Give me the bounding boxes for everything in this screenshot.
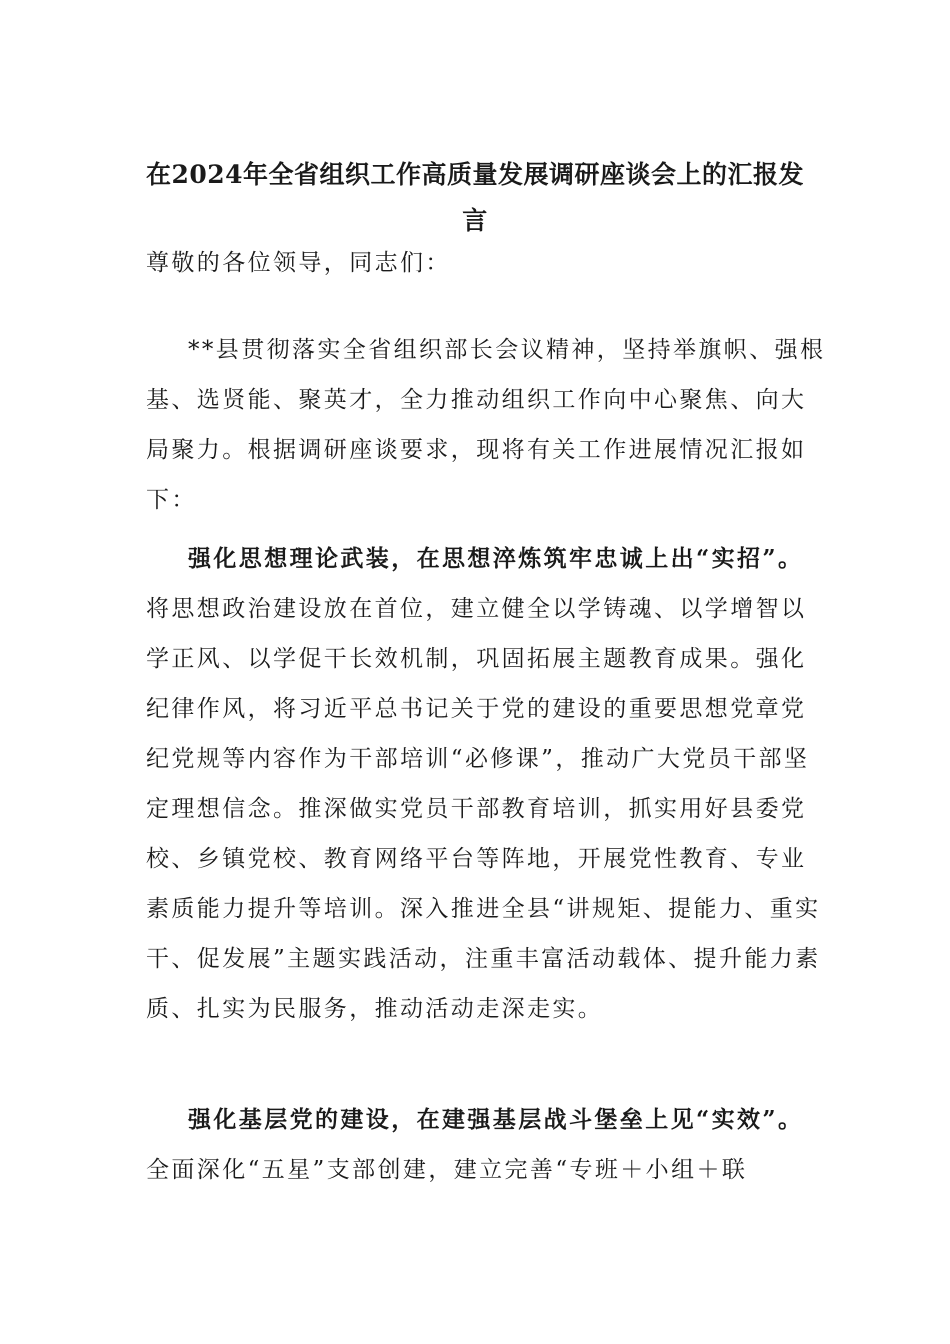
section-heading-1: 强化思想理论武装，在思想淬炼筑牢忠诚上出“实招”。 [188,545,804,572]
salutation: 尊敬的各位领导，同志们： [146,250,451,276]
section-body-1: 将思想政治建设放在首位，建立健全以学铸魂、以学增智以学正风、以学促干长效机制，巩固拓展主题教育成果。强化纪律作风，将习近平总书记关于党的建设的重要思想党章党纪党规等内容作为干部培训“必修课”，推动广大党员干部坚定理想信念。推深做实党员干部教育培训，抓实用好县委党校、乡镇党校、教育网络平台等阵地，开展党性教育、专业素质能力提升等培训。深入推进全县“讲规矩、提能力、重实干、促发展”主题实践活动，注重丰富活动载体、提升能力素质、扎实为民服务，推动活动走深走实。 [146,596,821,1022]
document-title: 在2024年全省组织工作高质量发展调研座谈会上的汇报发言 [145,160,805,235]
section-paragraph-1 [146,534,826,1034]
intro-paragraph: **县贯彻落实全省组织部长会议精神，坚持举旗帜、强根基、选贤能、聚英才，全力推动组织工作向中心聚焦、向大局聚力。根据调研座谈要求，现将有关工作进展情况汇报如下： [146,337,826,513]
section-body-2: 全面深化“五星”支部创建，建立完善“专班＋小组＋联 [146,1157,748,1183]
section-paragraph-2 [146,1095,826,1195]
section-heading-2: 强化基层党的建设，在建强基层战斗堡垒上见“实效”。 [188,1106,804,1133]
